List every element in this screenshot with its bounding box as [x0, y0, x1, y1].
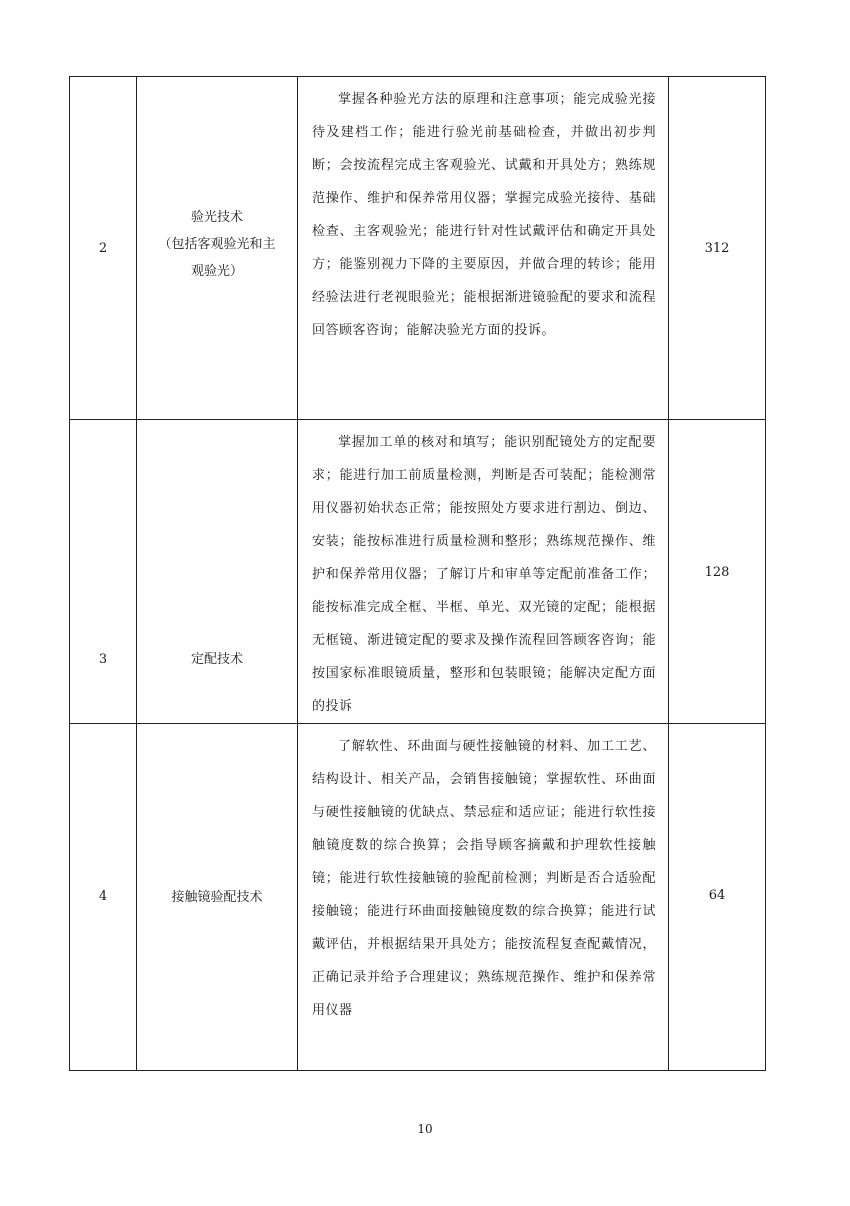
course-name	[137, 204, 297, 285]
course-content-cell	[298, 420, 669, 724]
course-name-line: 验光技术	[190, 210, 243, 225]
course-name-line: 接触镜验配技术	[171, 890, 263, 905]
curriculum-table	[69, 76, 766, 1071]
hours-cell	[669, 420, 766, 724]
hours-value: 64	[708, 888, 726, 903]
table-row	[70, 77, 766, 420]
course-name-cell	[137, 724, 298, 1071]
row-number: 2	[98, 241, 108, 256]
hours-value: 128	[704, 565, 730, 580]
page-number: 10	[417, 1122, 433, 1136]
row-number: 3	[98, 652, 108, 667]
hours-cell	[669, 77, 766, 420]
course-name	[137, 646, 297, 673]
hours-cell	[669, 724, 766, 1071]
course-name-line: 定配技术	[190, 652, 243, 667]
course-content: 掌握加工单的核对和填写；能识别配镜处方的定配要求；能进行加工前质量检测，判断是否可装配；能检测常用仪器初始状态正常；能按照处方要求进行割边、倒边、安装；能按标准进行质量检测和整形；熟练规范操作、维护和保养常用仪器；了解订片和审单等定配前准备工作；能按标准完成全框、半框、单光、双光镜的定配；能根据无框镜、渐进镜定配的要求及操作流程回答顾客咨询；能按国家标准眼镜质量，整形和包装眼镜；能解决定配方面的投诉	[312, 435, 656, 714]
row-number-cell	[70, 420, 137, 724]
course-content: 掌握各种验光方法的原理和注意事项；能完成验光接待及建档工作；能进行验光前基础检查，并做出初步判断；会按流程完成主客观验光、试戴和开具处方；熟练规范操作、维护和保养常用仪器；掌握完成验光接待、基础检查、主客观验光；能进行针对性试戴评估和确定开具处方；能鉴别视力下降的主要原因，并做合理的转诊；能用经验法进行老视眼验光；能根据渐进镜验配的要求和流程回答顾客咨询；能解决验光方面的投诉。	[312, 92, 656, 338]
row-number-cell	[70, 724, 137, 1071]
course-name-line: （包括客观验光和主	[158, 237, 276, 252]
row-number: 4	[98, 889, 108, 904]
hours-value: 312	[704, 241, 730, 256]
row-number-cell	[70, 77, 137, 420]
course-name-cell	[137, 420, 298, 724]
course-name	[137, 884, 297, 911]
course-name-cell	[137, 77, 298, 420]
course-name-line: 观验光）	[190, 264, 243, 279]
table-row	[70, 420, 766, 724]
course-content-cell	[298, 77, 669, 420]
course-content: 了解软性、环曲面与硬性接触镜的材料、加工工艺、结构设计、相关产品，会销售接触镜；掌握软性、环曲面与硬性接触镜的优缺点、禁忌症和适应证；能进行软性接触镜度数的综合换算；会指导顾客摘戴和护理软性接触镜；能进行软性接触镜的验配前检测；判断是否合适验配接触镜；能进行环曲面接触镜度数的综合换算；能进行试戴评估，并根据结果开具处方；能按流程复查配戴情况，正确记录并给予合理建议；熟练规范操作、维护和保养常用仪器	[312, 739, 656, 1018]
table-row	[70, 724, 766, 1071]
course-content-cell	[298, 724, 669, 1071]
